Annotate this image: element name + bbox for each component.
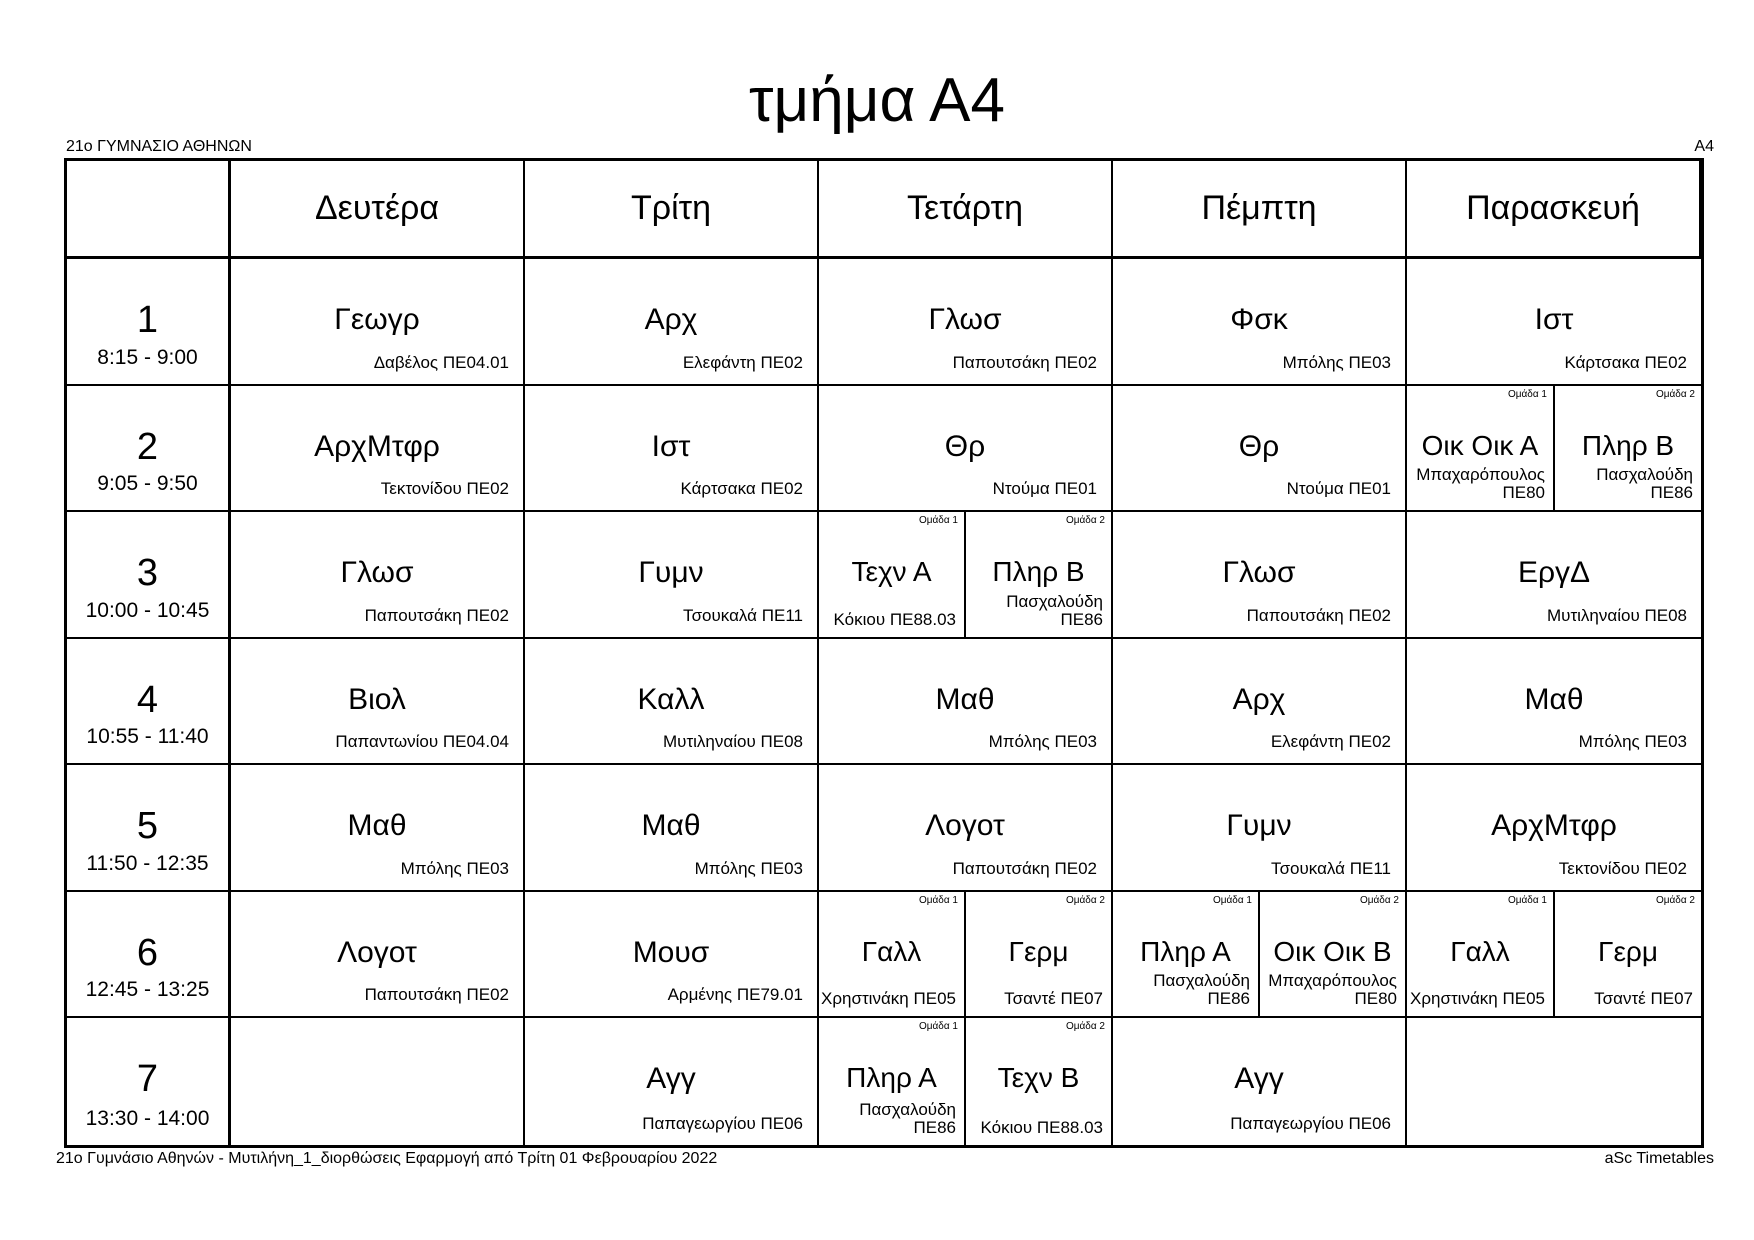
lesson-slot	[1113, 639, 1407, 766]
grid-corner	[67, 161, 231, 259]
lesson-slot	[1113, 892, 1407, 1019]
footer-info: 21ο Γυμνάσιο Αθηνών - Μυτιλήνη_1_διορθώσεις Εφαρμογή από Τρίτη 01 Φεβρουαρίου 2022	[56, 1150, 718, 1167]
lesson	[1113, 1018, 1405, 1145]
teacher-name: Ντούμα ΠΕ01	[992, 479, 1097, 499]
lesson-slot	[525, 386, 819, 513]
lesson	[1113, 765, 1405, 890]
day-header: Τρίτη	[525, 161, 819, 259]
teacher-name: Τσαντέ ΠΕ07	[1594, 989, 1693, 1009]
lesson-slot	[819, 639, 1113, 766]
teacher-name: Κόκιου ΠΕ88.03	[833, 609, 956, 629]
lesson-slot	[1113, 765, 1407, 892]
subject-name: ΑρχΜτφρ	[1491, 809, 1617, 843]
period-number: 3	[136, 552, 159, 595]
lesson-slot	[231, 765, 525, 892]
lesson	[819, 259, 1111, 384]
teacher-name: Τσουκαλά ΠΕ11	[683, 605, 803, 625]
lesson	[1407, 765, 1701, 890]
subject-name: Φσκ	[1230, 303, 1288, 336]
lesson-slot	[819, 892, 1113, 1019]
subject-name: Γυμν	[1226, 809, 1292, 843]
group-label: Ομάδα 1	[1507, 894, 1547, 906]
period-number: 5	[136, 805, 159, 848]
teacher-name: Μπόλης ΠΕ03	[1578, 732, 1687, 752]
teacher-name: Τσαντέ ΠΕ07	[1004, 989, 1103, 1009]
teacher-name: Ελεφάντη ΠΕ02	[1270, 732, 1391, 752]
lesson	[1113, 639, 1405, 764]
lesson-slot	[231, 892, 525, 1019]
lesson-slot	[525, 1018, 819, 1145]
subject-name: Λογοτ	[925, 809, 1005, 843]
timetable-grid	[64, 158, 1704, 1148]
teacher-name: Κόκιου ΠΕ88.03	[980, 1117, 1103, 1137]
group-label: Ομάδα 1	[1212, 894, 1252, 906]
subject-name: Βιολ	[348, 682, 406, 716]
subject-name: Πληρ Α	[846, 1062, 937, 1094]
subject-name: Ιστ	[1534, 303, 1574, 336]
lesson	[964, 512, 1111, 637]
teacher-name: Δαβέλος ΠΕ04.01	[373, 352, 509, 372]
subject-name: Γυμν	[638, 556, 704, 590]
lesson	[231, 259, 523, 384]
lesson	[1113, 512, 1405, 637]
lesson-slot	[1407, 1018, 1701, 1145]
school-name: 21ο ΓΥΜΝΑΣΙΟ ΑΘΗΝΩΝ	[66, 138, 252, 155]
day-header: Τετάρτη	[819, 161, 1113, 259]
subject-name: Ιστ	[651, 429, 691, 463]
lesson-slot	[1113, 1018, 1407, 1145]
lesson	[231, 512, 523, 637]
period-time: 9:05 - 9:50	[97, 472, 198, 496]
teacher-name: Παπαγεωργίου ΠΕ06	[1230, 1113, 1391, 1133]
teacher-name: Πασχαλούδη ΠΕ86	[1006, 591, 1103, 629]
day-header: Δευτέρα	[231, 161, 525, 259]
lesson-slot	[525, 512, 819, 639]
group-label: Ομάδα 1	[918, 1021, 958, 1033]
group-label: Ομάδα 2	[1359, 894, 1399, 906]
group-label: Ομάδα 1	[1507, 388, 1547, 400]
teacher-name: Αρμένης ΠΕ79.01	[667, 985, 803, 1005]
lesson	[525, 639, 817, 764]
subject-name: Μαθ	[347, 809, 407, 843]
period-number: 7	[136, 1058, 159, 1101]
subject-name: Τεχν Α	[851, 556, 932, 588]
lesson	[964, 892, 1111, 1017]
lesson-slot	[525, 259, 819, 386]
teacher-name: Τσουκαλά ΠΕ11	[1271, 858, 1391, 878]
subject-name: Αγγ	[646, 1062, 696, 1096]
lesson	[819, 1018, 964, 1145]
lesson	[231, 892, 523, 1017]
subject-name: Λογοτ	[337, 935, 417, 969]
lesson	[525, 765, 817, 890]
period-cell	[67, 639, 231, 766]
class-code: Α4	[1694, 138, 1714, 155]
lesson-slot	[1407, 512, 1701, 639]
lesson	[1553, 386, 1701, 511]
lesson	[231, 639, 523, 764]
lesson	[819, 892, 964, 1017]
subject-name: Πληρ Α	[1140, 935, 1231, 967]
page-title: τμήμα Α4	[749, 66, 1005, 135]
lesson	[231, 386, 523, 511]
teacher-name: Παπουτσάκη ΠΕ02	[952, 352, 1097, 372]
lesson	[819, 639, 1111, 764]
period-cell	[67, 765, 231, 892]
teacher-name: Χρηστινάκη ΠΕ05	[821, 989, 956, 1009]
lesson-slot	[819, 386, 1113, 513]
lesson-slot	[1407, 259, 1701, 386]
subject-name: Γαλλ	[861, 935, 922, 967]
subject-name: ΑρχΜτφρ	[314, 429, 440, 463]
teacher-name: Τεκτονίδου ΠΕ02	[1558, 858, 1687, 878]
teacher-name: Κάρτσακα ΠΕ02	[680, 479, 803, 499]
group-label: Ομάδα 1	[918, 515, 958, 527]
lesson	[819, 512, 964, 637]
period-time: 13:30 - 14:00	[85, 1106, 210, 1130]
lesson	[1553, 892, 1701, 1017]
lesson-slot	[525, 892, 819, 1019]
subject-name: Μαθ	[1524, 682, 1584, 716]
teacher-name: Πασχαλούδη ΠΕ86	[1596, 465, 1693, 503]
lesson-slot	[819, 259, 1113, 386]
period-cell	[67, 386, 231, 513]
subject-name: Αρχ	[644, 303, 698, 336]
lesson	[231, 765, 523, 890]
lesson-slot	[525, 639, 819, 766]
period-number: 6	[136, 931, 159, 974]
teacher-name: Μπόλης ΠΕ03	[694, 858, 803, 878]
subject-name: Θρ	[944, 429, 986, 463]
lesson	[1407, 892, 1553, 1017]
day-header: Πέμπτη	[1113, 161, 1407, 259]
lesson	[1258, 892, 1405, 1017]
lesson	[1407, 512, 1701, 637]
lesson-slot	[819, 1018, 1113, 1145]
subject-name: Μαθ	[935, 682, 995, 716]
footer-brand: aSc Timetables	[1604, 1150, 1714, 1167]
group-label: Ομάδα 2	[1655, 388, 1695, 400]
teacher-name: Μπόλης ΠΕ03	[1282, 352, 1391, 372]
lesson	[525, 386, 817, 511]
teacher-name: Παπαγεωργίου ΠΕ06	[642, 1113, 803, 1133]
subject-name: Γλωσ	[340, 556, 414, 590]
teacher-name: Τεκτονίδου ΠΕ02	[380, 479, 509, 499]
teacher-name: Παπουτσάκη ΠΕ02	[364, 605, 509, 625]
lesson	[525, 512, 817, 637]
period-time: 10:00 - 10:45	[85, 598, 210, 622]
subject-name: Οικ Οικ Α	[1421, 429, 1539, 461]
teacher-name: Κάρτσακα ΠΕ02	[1564, 352, 1687, 372]
period-cell	[67, 892, 231, 1019]
teacher-name: Ντούμα ΠΕ01	[1286, 479, 1391, 499]
lesson-slot	[819, 765, 1113, 892]
lesson	[819, 765, 1111, 890]
lesson	[525, 259, 817, 384]
lesson-slot	[525, 765, 819, 892]
subject-name: Αγγ	[1234, 1062, 1284, 1096]
group-label: Ομάδα 2	[1065, 1021, 1105, 1033]
subject-name: Τεχν Β	[997, 1062, 1080, 1094]
lesson-slot	[231, 386, 525, 513]
teacher-name: Χρηστινάκη ΠΕ05	[1410, 989, 1545, 1009]
lesson-slot	[1407, 765, 1701, 892]
subject-name: Γλωσ	[1222, 556, 1296, 590]
teacher-name: Πασχαλούδη ΠΕ86	[1153, 971, 1250, 1009]
subject-name: Πληρ Β	[1581, 429, 1675, 461]
lesson	[1407, 386, 1553, 511]
teacher-name: Πασχαλούδη ΠΕ86	[859, 1099, 956, 1137]
lesson	[525, 892, 817, 1017]
period-number: 2	[136, 425, 159, 468]
lesson-slot	[1407, 639, 1701, 766]
teacher-name: Ελεφάντη ΠΕ02	[682, 352, 803, 372]
subject-name: ΕργΔ	[1517, 556, 1591, 590]
group-label: Ομάδα 1	[918, 894, 958, 906]
period-time: 10:55 - 11:40	[86, 725, 209, 749]
period-number: 4	[136, 678, 159, 721]
lesson	[1407, 259, 1701, 384]
lesson	[1113, 892, 1258, 1017]
subject-name: Θρ	[1238, 429, 1280, 463]
lesson-slot	[231, 639, 525, 766]
teacher-name: Παπαντωνίου ΠΕ04.04	[335, 732, 509, 752]
teacher-name: Μπαχαρόπουλος ΠΕ80	[1268, 971, 1397, 1009]
lesson	[1113, 386, 1405, 511]
lesson-slot	[231, 1018, 525, 1145]
lesson-slot	[1113, 512, 1407, 639]
subject-name: Γερμ	[1598, 935, 1658, 967]
lesson	[964, 1018, 1111, 1145]
lesson	[525, 1018, 817, 1145]
lesson-slot	[1113, 259, 1407, 386]
period-number: 1	[136, 299, 159, 341]
lesson	[1407, 639, 1701, 764]
period-cell	[67, 512, 231, 639]
teacher-name: Παπουτσάκη ΠΕ02	[952, 858, 1097, 878]
lesson-slot	[1113, 386, 1407, 513]
period-cell	[67, 1018, 231, 1145]
teacher-name: Μυτιληναίου ΠΕ08	[662, 732, 803, 752]
subject-name: Γαλλ	[1450, 935, 1510, 967]
subject-name: Γλωσ	[928, 303, 1002, 336]
lesson-slot	[819, 512, 1113, 639]
teacher-name: Μυτιληναίου ΠΕ08	[1546, 605, 1687, 625]
lesson-slot	[1407, 386, 1701, 513]
subject-name: Οικ Οικ Β	[1273, 935, 1392, 967]
subject-name: Καλλ	[637, 682, 705, 716]
period-time: 8:15 - 9:00	[97, 345, 198, 369]
subject-name: Πληρ Β	[992, 556, 1085, 588]
teacher-name: Μπόλης ΠΕ03	[400, 858, 509, 878]
subject-name: Γεωγρ	[334, 303, 420, 336]
group-label: Ομάδα 2	[1065, 515, 1105, 527]
lesson-slot	[231, 259, 525, 386]
group-label: Ομάδα 2	[1065, 894, 1105, 906]
period-time: 12:45 - 13:25	[85, 978, 210, 1002]
teacher-name: Παπουτσάκη ΠΕ02	[364, 985, 509, 1005]
group-label: Ομάδα 2	[1655, 894, 1695, 906]
lesson	[1113, 259, 1405, 384]
teacher-name: Παπουτσάκη ΠΕ02	[1246, 605, 1391, 625]
day-header: Παρασκευή	[1407, 161, 1701, 259]
teacher-name: Μπαχαρόπουλος ΠΕ80	[1416, 465, 1545, 503]
teacher-name: Μπόλης ΠΕ03	[988, 732, 1097, 752]
subject-name: Αρχ	[1232, 682, 1286, 716]
period-time: 11:50 - 12:35	[86, 851, 209, 875]
subject-name: Μουσ	[632, 935, 710, 969]
lesson-slot	[1407, 892, 1701, 1019]
subject-name: Γερμ	[1008, 935, 1069, 967]
lesson	[819, 386, 1111, 511]
lesson-slot	[231, 512, 525, 639]
subject-name: Μαθ	[641, 809, 701, 843]
period-cell	[67, 259, 231, 386]
